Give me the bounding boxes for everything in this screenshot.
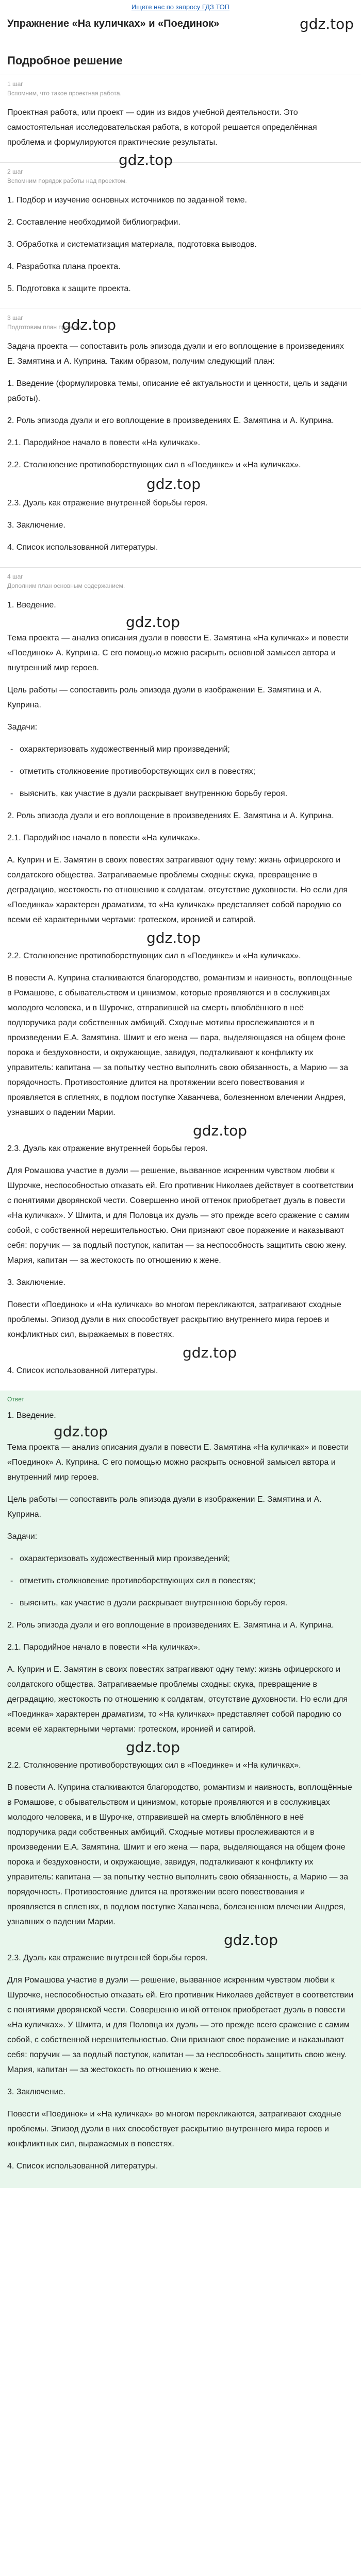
step-subtitle: Подготовим план проекта. <box>7 324 83 331</box>
step-subtitle: Вспомним порядок работы над проектом. <box>7 177 127 184</box>
paragraph: Задачи: <box>7 1532 38 1541</box>
task-list <box>7 742 354 801</box>
paragraph: 1. Введение. <box>7 601 56 609</box>
step-label: 2 шаг <box>7 168 23 175</box>
list-item: - охарактеризовать художественный мир произведений; <box>20 742 354 757</box>
paragraph: Тема проекта — анализ описания дуэли в повести Е. Замятина «На куличках» и повести «Поединок» А. Куприна. С его помощью можно раскрыть основной замысел автора и внутренний мир героев. <box>7 634 349 672</box>
paragraph: Повести «Поединок» и «На куличках» во многом перекликаются, затрагивают сходные проблемы. Эпизод дуэли в них способствует раскрытию внутреннего мира героев и конфликтных сил, выражаемых в повестях. <box>7 1300 341 1339</box>
watermark: gdz.top <box>146 929 201 946</box>
paragraph: Для Ромашова участие в дуэли — решение, вызванное искренним чувством любви к Шурочке, неспособностью отказать ей. Его противник Николаев действует в соответствии с понятиями дворянской чести. Совершенно иной оттенок приобретает дуэль в повести «На куличках». У Шмита, и для Половца их дуэль — это прежде всего сражение с самим собой, с собственной нерешительностью. Они признают свое поражение и наказывают себя: поручик — за подлый поступок, капитан — за неспособность защитить свою жену. Мария, капитан — за жестокость по отношению к жене. <box>7 1976 354 2074</box>
task-list <box>7 1551 354 1611</box>
solution-step-3 <box>0 309 361 567</box>
paragraph: Цель работы — сопоставить роль эпизода дуэли в изображении Е. Замятина и А. Куприна. <box>7 1495 322 1519</box>
watermark: gdz.top <box>119 151 173 168</box>
paragraph: Проектная работа, или проект — один из видов учебной деятельности. Это самостоятельная исследовательская работа, в которой решается определённая проблема и формулируются практические результаты. <box>7 108 317 147</box>
watermark: gdz.top <box>299 15 354 32</box>
paragraph: 1. Подбор и изучение основных источников по заданной теме. <box>7 196 247 205</box>
paragraph: Тема проекта — анализ описания дуэли в повести Е. Замятина «На куличках» и повести «Поединок» А. Куприна. С его помощью можно раскрыть основной замысел автора и внутренний мир героев. <box>7 1443 349 1482</box>
search-hint-link[interactable]: Ищете нас по запросу ГДЗ ТОП <box>131 3 230 11</box>
paragraph: 3. Заключение. <box>7 1278 65 1287</box>
solution-step-1 <box>0 75 361 162</box>
paragraph: 1. Введение (формулировка темы, описание её актуальности и ценности, цель и задачи работы). <box>7 379 347 403</box>
paragraph: 2. Роль эпизода дуэли и его воплощение в произведениях Е. Замятина и А. Куприна. <box>7 811 334 820</box>
list-item: - отметить столкновение противоборствующих сил в повестях; <box>20 764 354 779</box>
watermark: gdz.top <box>224 1931 278 1948</box>
paragraph: 2. Роль эпизода дуэли и его воплощение в произведениях Е. Замятина и А. Куприна. <box>7 1621 334 1630</box>
list-item: - охарактеризовать художественный мир произведений; <box>20 1551 354 1566</box>
paragraph: Цель работы — сопоставить роль эпизода дуэли в изображении Е. Замятина и А. Куприна. <box>7 686 322 709</box>
paragraph: В повести А. Куприна сталкиваются благородство, романтизм и наивность, воплощённые в Ромашове, с обывательством и цинизмом, которые проявляются и в сослуживцах молодого человека, и в Шурочке, отправившей на смерть влюблённого в неё подпоручика ради собственных амбиций. Сходные мотивы прослеживаются и в произведении Е.А. Замятина. Шмит и его жена — пара, выделяющаяся на общем фоне порока и бездуховности, и окружающие, завидуя, подталкивают к конфликту их управитель: капитана — за попытку честно выполнить свою обязанность, а Марию — за порядочность. Противостояние длится на протяжении всего повествования и проявляется в сплетнях, в подлом поступке Хаванчева, болезненном влечении Андрея, узнавших о падении Марии. <box>7 1783 352 1926</box>
paragraph: 2.1. Пародийное начало в повести «На куличках». <box>7 438 201 447</box>
paragraph: 4. Список использованной литературы. <box>7 543 158 552</box>
watermark: gdz.top <box>193 1122 248 1139</box>
answer-block <box>0 1391 361 2188</box>
paragraph: 5. Подготовка к защите проекта. <box>7 284 131 293</box>
paragraph: 3. Заключение. <box>7 2088 65 2096</box>
paragraph: 4. Разработка плана проекта. <box>7 262 121 271</box>
paragraph: 2.3. Дуэль как отражение внутренней борьбы героя. <box>7 499 208 507</box>
paragraph: 2.1. Пародийное начало в повести «На куличках». <box>7 834 201 842</box>
paragraph: А. Куприн и Е. Замятин в своих повестях затрагивают одну тему: жизнь офицерского и солдатского общества. Затрагиваемые проблемы сходны: скука, превращение в деградацию, жестокость по отношению к солдатам, отсутствие духовности. Но если для «Поединка» характерен драматизм, то «На куличках» представляет собой пародию со всеми её характерными чертами: гротеском, иронией и сатирой. <box>7 1665 348 1734</box>
step-subtitle: Вспомним, что такое проектная работа. <box>7 90 122 97</box>
watermark: gdz.top <box>54 1423 108 1440</box>
solution-step-4 <box>0 567 361 1391</box>
paragraph: 4. Список использованной литературы. <box>7 1366 158 1375</box>
watermark: gdz.top <box>126 614 180 631</box>
paragraph: А. Куприн и Е. Замятин в своих повестях затрагивают одну тему: жизнь офицерского и солдатского общества. Затрагиваемые проблемы сходны: скука, превращение в деградацию, жестокость по отношению к солдатам, отсутствие духовности. Но если для «Поединка» характерен драматизм, то «На куличках» представляет собой пародию со всеми её характерными чертами: гротеском, иронией и сатирой. <box>7 856 348 924</box>
paragraph: Повести «Поединок» и «На куличках» во многом перекликаются, затрагивают сходные проблемы. Эпизод дуэли в них способствует раскрытию внутреннего мира героев и конфликтных сил, выражаемых в повестях. <box>7 2110 341 2148</box>
paragraph: 2.2. Столкновение противоборствующих сил в «Поединке» и «На куличках». <box>7 1761 301 1770</box>
watermark: gdz.top <box>62 316 117 333</box>
paragraph: 3. Заключение. <box>7 521 65 530</box>
paragraph: Задачи: <box>7 723 38 732</box>
step-label: 3 шаг <box>7 314 23 321</box>
list-item: - отметить столкновение противоборствующих сил в повестях; <box>20 1573 354 1588</box>
paragraph: 2.3. Дуэль как отражение внутренней борьбы героя. <box>7 1144 208 1153</box>
paragraph: Для Ромашова участие в дуэли — решение, вызванное искренним чувством любви к Шурочке, неспособностью отказать ей. Его противник Николаев действует в соответствии с понятиями дворянской чести. Совершенно иной оттенок приобретает дуэль в повести «На куличках». У Шмита, и для Половца их дуэль — это прежде всего сражение с самим собой, с собственной нерешительностью. Они признают свое поражение и наказывают себя: поручик — за подлый поступок, капитан — за неспособность защитить свою жену. Мария, капитан — за жестокость по отношению к жене. <box>7 1166 354 1265</box>
step-label: 1 шаг <box>7 80 23 88</box>
list-item: - выяснить, как участие в дуэли раскрывает внутреннюю борьбу героя. <box>20 786 354 801</box>
paragraph: 1. Введение. <box>7 1411 56 1420</box>
paragraph: В повести А. Куприна сталкиваются благородство, романтизм и наивность, воплощённые в Ромашове, с обывательством и цинизмом, которые проявляются и в сослуживцах молодого человека, и в Шурочке, отправившей на смерть влюблённого в неё подпоручика ради собственных амбиций. Сходные мотивы прослеживаются и в произведении Е.А. Замятина. Шмит и его жена — пара, выделяющаяся на общем фоне порока и бездуховности, и окружающие, завидуя, подталкивают к конфликту их управитель: капитана — за попытку честно выполнить свою обязанность, а Марию — за порядочность. Противостояние длится на протяжении всего повествования и проявляется в сплетнях, в подлом поступке Хаванчева, болезненном влечении Андрея, узнавших о падении Марии. <box>7 974 352 1117</box>
paragraph: 2.3. Дуэль как отражение внутренней борьбы героя. <box>7 1954 208 1962</box>
solution-heading: Подробное решение <box>7 54 123 67</box>
title-row <box>0 12 361 32</box>
paragraph: 2.2. Столкновение противоборствующих сил в «Поединке» и «На куличках». <box>7 461 301 469</box>
paragraph: 3. Обработка и систематизация материала, подготовка выводов. <box>7 240 257 249</box>
page-title: Упражнение «На куличках» и «Поединок» <box>7 18 220 29</box>
solution-step-2 <box>0 151 361 309</box>
list-item: - выяснить, как участие в дуэли раскрывает внутреннюю борьбу героя. <box>20 1596 354 1611</box>
paragraph: 2.1. Пародийное начало в повести «На куличках». <box>7 1643 201 1652</box>
paragraph: 2.2. Столкновение противоборствующих сил в «Поединке» и «На куличках». <box>7 952 301 960</box>
step-subtitle: Дополним план основным содержанием. <box>7 582 125 589</box>
paragraph: 4. Список использованной литературы. <box>7 2162 158 2171</box>
answer-label: Ответ <box>7 1396 24 1403</box>
watermark: gdz.top <box>126 1739 180 1756</box>
paragraph: Задача проекта — сопоставить роль эпизода дуэли и его воплощение в произведениях Е. Замятина и А. Куприна. Таким образом, получим следующий план: <box>7 342 344 366</box>
watermark: gdz.top <box>146 476 201 493</box>
watermark: gdz.top <box>183 1344 237 1361</box>
step-label: 4 шаг <box>7 573 23 580</box>
paragraph: 2. Составление необходимой библиографии. <box>7 218 180 227</box>
paragraph: 2. Роль эпизода дуэли и его воплощение в произведениях Е. Замятина и А. Куприна. <box>7 416 334 425</box>
